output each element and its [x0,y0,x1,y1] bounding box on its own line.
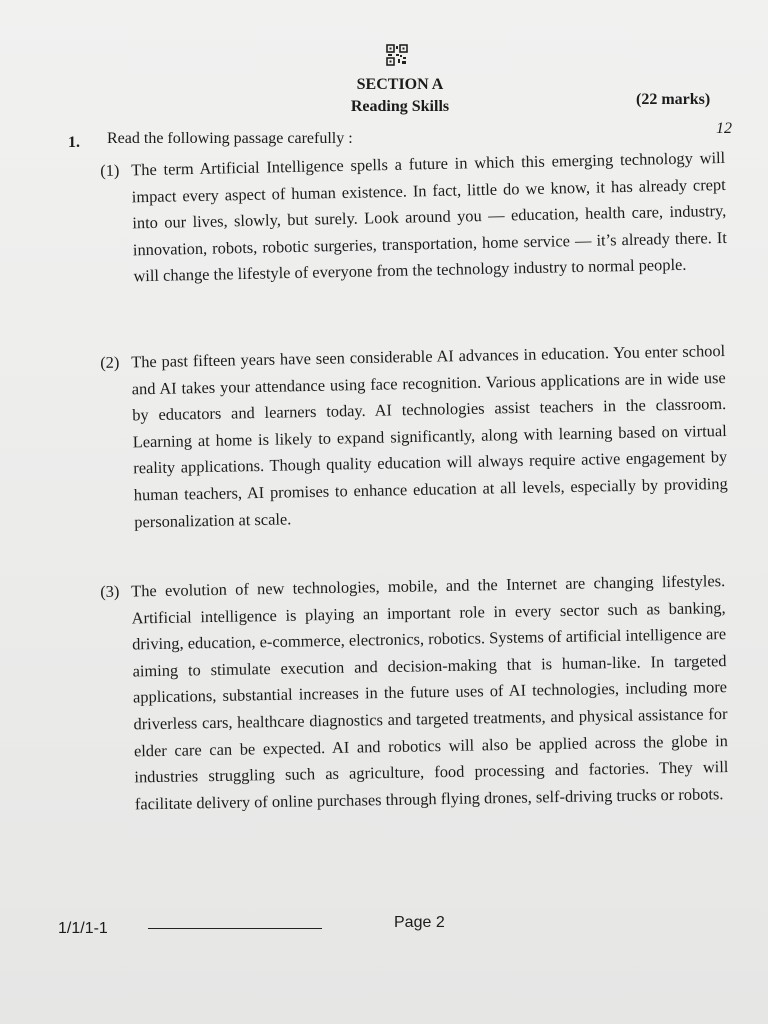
qr-code-icon [386,44,408,66]
question-marks: 12 [716,120,732,137]
paragraph-text: The term Artificial Intelligence spells a future in which this emerging technology will impact every aspect of human existence. In fact, little do we know, it has already crept into our lives, slowly, but surely. Look around you — education, health care, industry, innovation, robots, robotic surgeries, transportation, home service — it’s already there. It will change the lifestyle of everyone from the technology industry to normal people. [131,147,727,286]
paragraph-number: (2) [100,352,120,372]
paragraph-text: The evolution of new technologies, mobile, and the Internet are changing lifestyles. Artificial intelligence is playing an important role in every sector such as banking, driving, education, e-commerce, electronics, robotics. Systems of artificial intelligence are aiming to stimulate execution and decision-making that is human-like. In targeted applications, substantial increases in the future uses of AI technologies, including more driverless cars, healthcare diagnostics and targeted treatments, and physical assistance for elder care can be expected. AI and robotics will also be applied across the globe in industries struggling such as agriculture, food processing and factories. They will facilitate delivery of online purchases through flying drones, self-driving trucks or robots. [131,571,729,814]
paragraph-number: (3) [100,581,120,601]
question-number: 1. [68,134,80,151]
page-number: Page 2 [394,914,445,931]
section-title: SECTION A [356,76,444,93]
footer-divider [148,928,322,929]
question-instruction: Read the following passage carefully : [107,130,353,147]
paragraph-number: (1) [100,160,120,180]
section-subtitle: Reading Skills [350,98,450,115]
passage-paragraph [100,145,728,291]
paragraph-text: The past fifteen years have seen considerable AI advances in education. You enter school and AI takes your attendance using face recognition. Various applications are in wide use by educators and learners today. AI technologies assist teachers in the classroom. Learning at home is likely to expand significantly, along with learning based on virtual reality applications. Though quality education will always require active engagement by human teachers, AI promises to enhance education at all levels, especially by providing personalization at scale. [131,341,728,531]
passage-paragraph [100,338,728,536]
paper-code: 1/1/1-1 [58,920,108,937]
section-marks: (22 marks) [636,91,711,108]
passage-paragraph [100,568,729,818]
